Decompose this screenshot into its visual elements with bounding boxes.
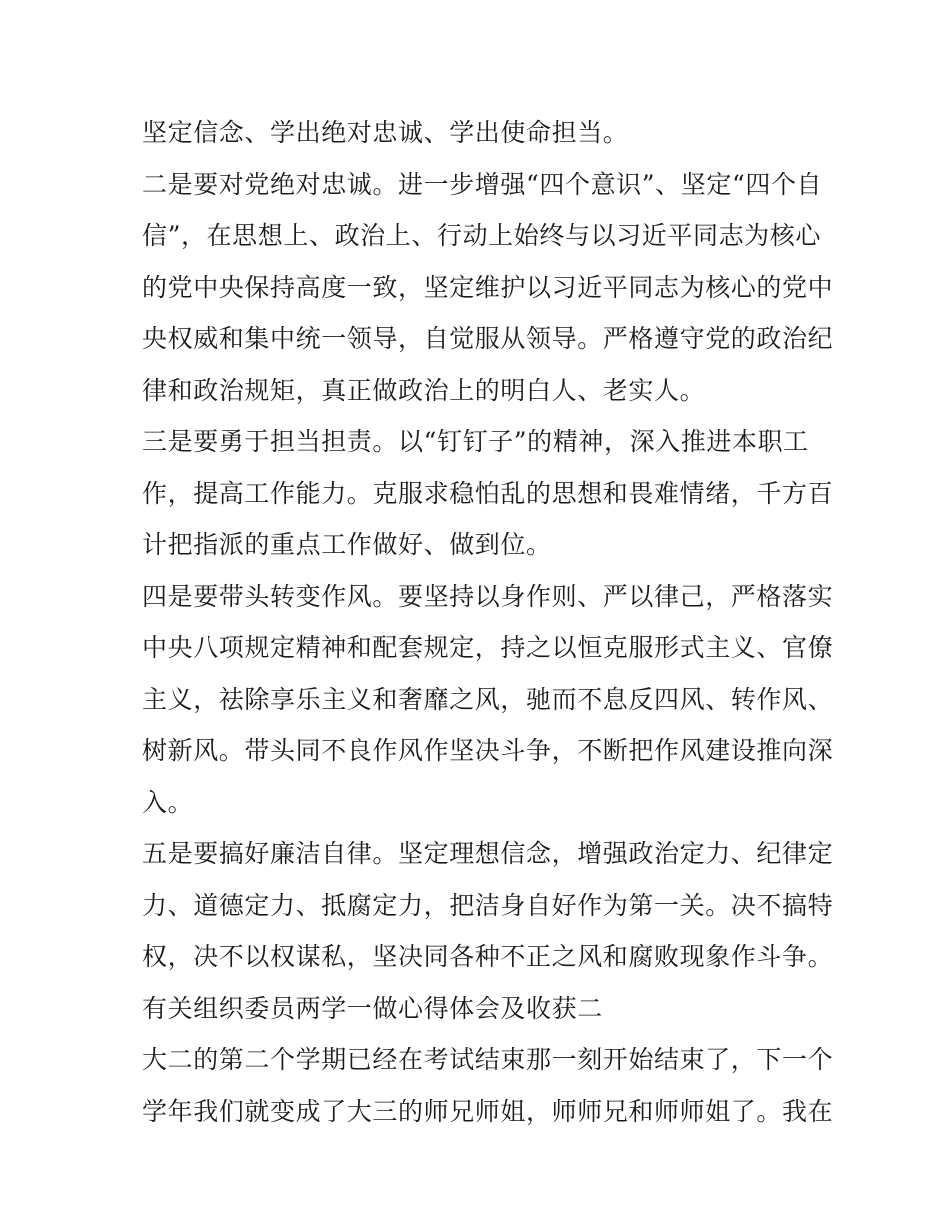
text-line: 的党中央保持高度一致，坚定维护以习近平同志为核心的党中 [142,272,834,302]
text-line: 二是要对党绝对忠诚。进一步增强“四个意识”、坚定“四个自 [142,169,823,199]
text-line: 信”，在思想上、政治上、行动上始终与以习近平同志为核心 [142,221,821,250]
text-line: 入。 [142,787,194,817]
document-body [142,107,834,1137]
text-line: 央权威和集中统一领导，自觉服从领导。严格遵守党的政治纪 [142,324,834,353]
text-line: 大二的第二个学期已经在考试结束那一刻开始结束了，下一个 [142,1045,834,1074]
text-line: 中央八项规定精神和配套规定，持之以恒克服形式主义、官僚 [142,633,834,662]
text-line: 四是要带头转变作风。要坚持以身作则、严以律己，严格落实 [142,581,834,611]
text-line: 主义，祛除享乐主义和奢靡之风，驰而不息反四风、转作风、 [142,684,834,714]
text-line: 五是要搞好廉洁自律。坚定理想信念，增强政治定力、纪律定 [142,839,834,868]
text-line: 权，决不以权谋私，坚决同各种不正之风和腐败现象作斗争。 [142,942,834,971]
text-line: 律和政治规矩，真正做政治上的明白人、老实人。 [142,375,706,405]
text-line: 坚定信念、学出绝对忠诚、学出使命担当。 [142,118,629,147]
section-heading: 有关组织委员两学一做心得体会及收获二 [142,993,603,1023]
text-line: 力、道德定力、抵腐定力，把洁身自好作为第一关。决不搞特 [142,890,834,920]
text-line: 三是要勇于担当担责。以“钉钉子”的精神，深入推进本职工 [142,427,809,456]
text-line: 作，提高工作能力。克服求稳怕乱的思想和畏难情绪，千方百 [142,478,834,508]
text-line: 树新风。带头同不良作风作坚决斗争，不断把作风建设推向深 [142,736,834,765]
text-line: 学年我们就变成了大三的师兄师姐，师师兄和师师姐了。我在 [142,1096,834,1126]
text-line: 计把指派的重点工作做好、做到位。 [142,530,552,559]
